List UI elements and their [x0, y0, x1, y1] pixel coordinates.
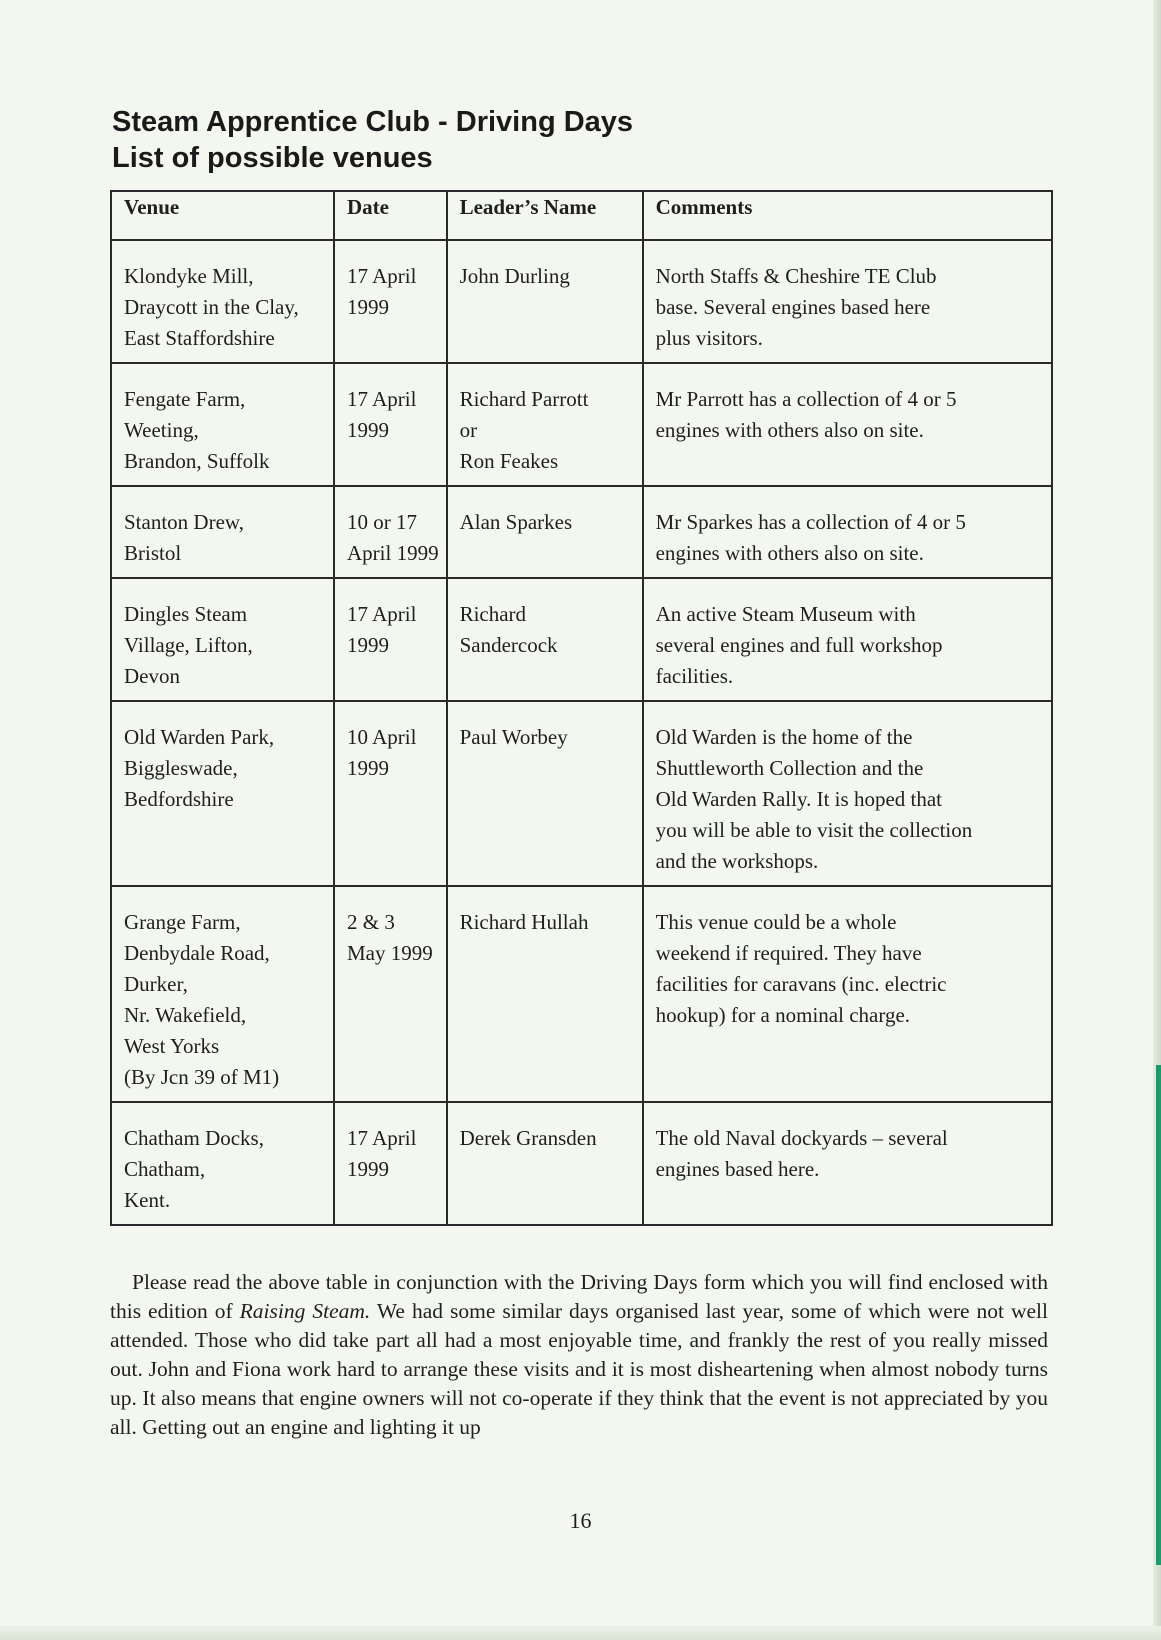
date-cell: [334, 486, 447, 578]
comments-cell-line: Mr Parrott has a collection of 4 or 5: [655, 387, 957, 411]
venue-cell: [111, 578, 334, 701]
leader-cell-line: or: [459, 418, 478, 442]
date-cell-line: 1999: [347, 1157, 389, 1181]
date-cell: [334, 240, 447, 363]
leader-cell-line: Richard: [459, 602, 527, 626]
leader-cell: [447, 363, 643, 486]
leader-cell-line: John Durling: [459, 264, 570, 288]
venue-cell: [111, 886, 334, 1102]
venue-cell-line: Fengate Farm,: [124, 387, 246, 411]
comments-cell: [643, 1102, 1052, 1225]
date-cell-line: 17 April: [347, 264, 417, 288]
leader-cell: [447, 578, 643, 701]
paragraph-text-1: Please read the above table in conjunction with the Driving Days form which you will find enclosed with this edition of: [110, 1270, 1048, 1323]
venue-cell-line: Nr. Wakefield,: [124, 1003, 247, 1027]
leader-cell-line: Sandercock: [459, 633, 558, 657]
venue-cell-line: Devon: [124, 664, 180, 688]
table-row: [111, 1102, 1052, 1225]
venue-cell: [111, 363, 334, 486]
comments-cell-line: North Staffs & Cheshire TE Club: [655, 264, 937, 288]
date-cell-line: 2 & 3: [347, 910, 395, 934]
comments-cell-line: This venue could be a whole: [655, 910, 897, 934]
date-cell-line: 17 April: [347, 387, 417, 411]
venue-cell-line: Dingles Steam: [124, 602, 248, 626]
comments-cell-line: The old Naval dockyards – several: [655, 1126, 948, 1150]
date-cell-line: 1999: [347, 295, 389, 319]
date-cell: [334, 886, 447, 1102]
venue-cell-line: West Yorks: [124, 1034, 220, 1058]
date-cell: [334, 363, 447, 486]
header-venue: Venue: [111, 191, 334, 240]
comments-cell: [643, 486, 1052, 578]
comments-cell-line: Old Warden Rally. It is hoped that: [655, 787, 943, 811]
comments-cell: [643, 886, 1052, 1102]
comments-cell-line: and the workshops.: [655, 849, 819, 873]
comments-cell-line: engines with others also on site.: [655, 541, 924, 565]
header-date: Date: [334, 191, 447, 240]
comments-cell-line: facilities.: [655, 664, 734, 688]
comments-cell-line: hookup) for a nominal charge.: [655, 1003, 911, 1027]
leader-cell-line: Paul Worbey: [459, 725, 568, 749]
venue-cell-line: Weeting,: [124, 418, 199, 442]
date-cell: [334, 1102, 447, 1225]
table-row: [111, 486, 1052, 578]
venue-cell: [111, 1102, 334, 1225]
venue-cell-line: Stanton Drew,: [124, 510, 244, 534]
venue-cell-line: Chatham Docks,: [124, 1126, 264, 1150]
comments-cell-line: base. Several engines based here: [655, 295, 931, 319]
title-line-2: List of possible venues: [112, 142, 433, 174]
date-cell-line: 1999: [347, 418, 389, 442]
leader-cell: [447, 240, 643, 363]
venue-cell-line: Kent.: [124, 1188, 171, 1212]
date-cell-line: April 1999: [347, 541, 439, 565]
header-comments: Comments: [643, 191, 1052, 240]
comments-cell-line: Mr Sparkes has a collection of 4 or 5: [655, 510, 966, 534]
date-cell-line: 1999: [347, 756, 389, 780]
comments-cell-line: engines with others also on site.: [655, 418, 924, 442]
leader-cell-line: Alan Sparkes: [459, 510, 573, 534]
table-row: [111, 363, 1052, 486]
leader-cell: [447, 701, 643, 886]
venue-cell-line: Denbydale Road,: [124, 941, 270, 965]
comments-cell-line: several engines and full workshop: [655, 633, 943, 657]
comments-cell-line: plus visitors.: [655, 326, 763, 350]
title-line-1: Steam Apprentice Club - Driving Days: [112, 106, 634, 138]
comments-cell-line: Shuttleworth Collection and the: [655, 756, 924, 780]
venue-cell-line: Grange Farm,: [124, 910, 241, 934]
table-row: [111, 240, 1052, 363]
page-title: [112, 104, 633, 176]
venue-cell-line: Chatham,: [124, 1157, 206, 1181]
bottom-edge: [0, 1626, 1161, 1640]
venue-cell-line: Klondyke Mill,: [124, 264, 254, 288]
comments-cell-line: facilities for caravans (inc. electric: [655, 972, 947, 996]
comments-cell-line: you will be able to visit the collection: [655, 818, 973, 842]
venue-cell-line: Durker,: [124, 972, 188, 996]
venue-cell: [111, 240, 334, 363]
table-row: [111, 701, 1052, 886]
comments-cell: [643, 578, 1052, 701]
venue-cell-line: Bristol: [124, 541, 182, 565]
venue-cell-line: Bedfordshire: [124, 787, 234, 811]
leader-cell-line: Ron Feakes: [459, 449, 559, 473]
table-row: [111, 886, 1052, 1102]
table-body: [111, 240, 1052, 1225]
leader-cell: [447, 886, 643, 1102]
comments-cell: [643, 363, 1052, 486]
date-cell-line: 10 April: [347, 725, 417, 749]
leader-cell-line: Richard Parrott: [459, 387, 589, 411]
paragraph-text-2: We had some similar days organised last year, some of which were not well attended. Those who did take part all had a most enjoyable time, and frankly the rest of you really missed out. John and Fiona work hard to arrange these visits and it is most disheartening when almost nobody turns up. It also means that engine owners will not co-operate if they think that the event is not appreciated by you all. Getting out an engine and lighting it up: [110, 1299, 1049, 1439]
header-leader: Leader’s Name: [447, 191, 643, 240]
venue-cell-line: Brandon, Suffolk: [124, 449, 270, 473]
leader-cell: [447, 486, 643, 578]
comments-cell: [643, 240, 1052, 363]
comments-cell-line: weekend if required. They have: [655, 941, 922, 965]
date-cell-line: 1999: [347, 633, 389, 657]
venue-cell-line: Draycott in the Clay,: [124, 295, 299, 319]
venues-table: [110, 190, 1053, 1226]
table-header-row: [111, 191, 1052, 240]
leader-cell-line: Derek Gransden: [459, 1126, 597, 1150]
comments-cell-line: Old Warden is the home of the: [655, 725, 913, 749]
venue-cell-line: (By Jcn 39 of M1): [124, 1065, 280, 1089]
venue-cell-line: East Staffordshire: [124, 326, 275, 350]
publication-title: Raising Steam.: [239, 1299, 371, 1323]
date-cell: [334, 701, 447, 886]
comments-cell: [643, 701, 1052, 886]
green-edge: [1156, 1065, 1161, 1565]
venue-cell: [111, 701, 334, 886]
comments-cell-line: An active Steam Museum with: [655, 602, 916, 626]
venue-cell-line: Biggleswade,: [124, 756, 238, 780]
venue-cell-line: Village, Lifton,: [124, 633, 253, 657]
date-cell: [334, 578, 447, 701]
leader-cell: [447, 1102, 643, 1225]
date-cell-line: 17 April: [347, 602, 417, 626]
date-cell-line: May 1999: [347, 941, 433, 965]
date-cell-line: 17 April: [347, 1126, 417, 1150]
venue-cell-line: Old Warden Park,: [124, 725, 275, 749]
body-paragraph: [110, 1268, 1048, 1442]
venue-cell: [111, 486, 334, 578]
comments-cell-line: engines based here.: [655, 1157, 820, 1181]
page-number: 16: [569, 1508, 592, 1533]
date-cell-line: 10 or 17: [347, 510, 417, 534]
leader-cell-line: Richard Hullah: [459, 910, 589, 934]
table-row: [111, 578, 1052, 701]
